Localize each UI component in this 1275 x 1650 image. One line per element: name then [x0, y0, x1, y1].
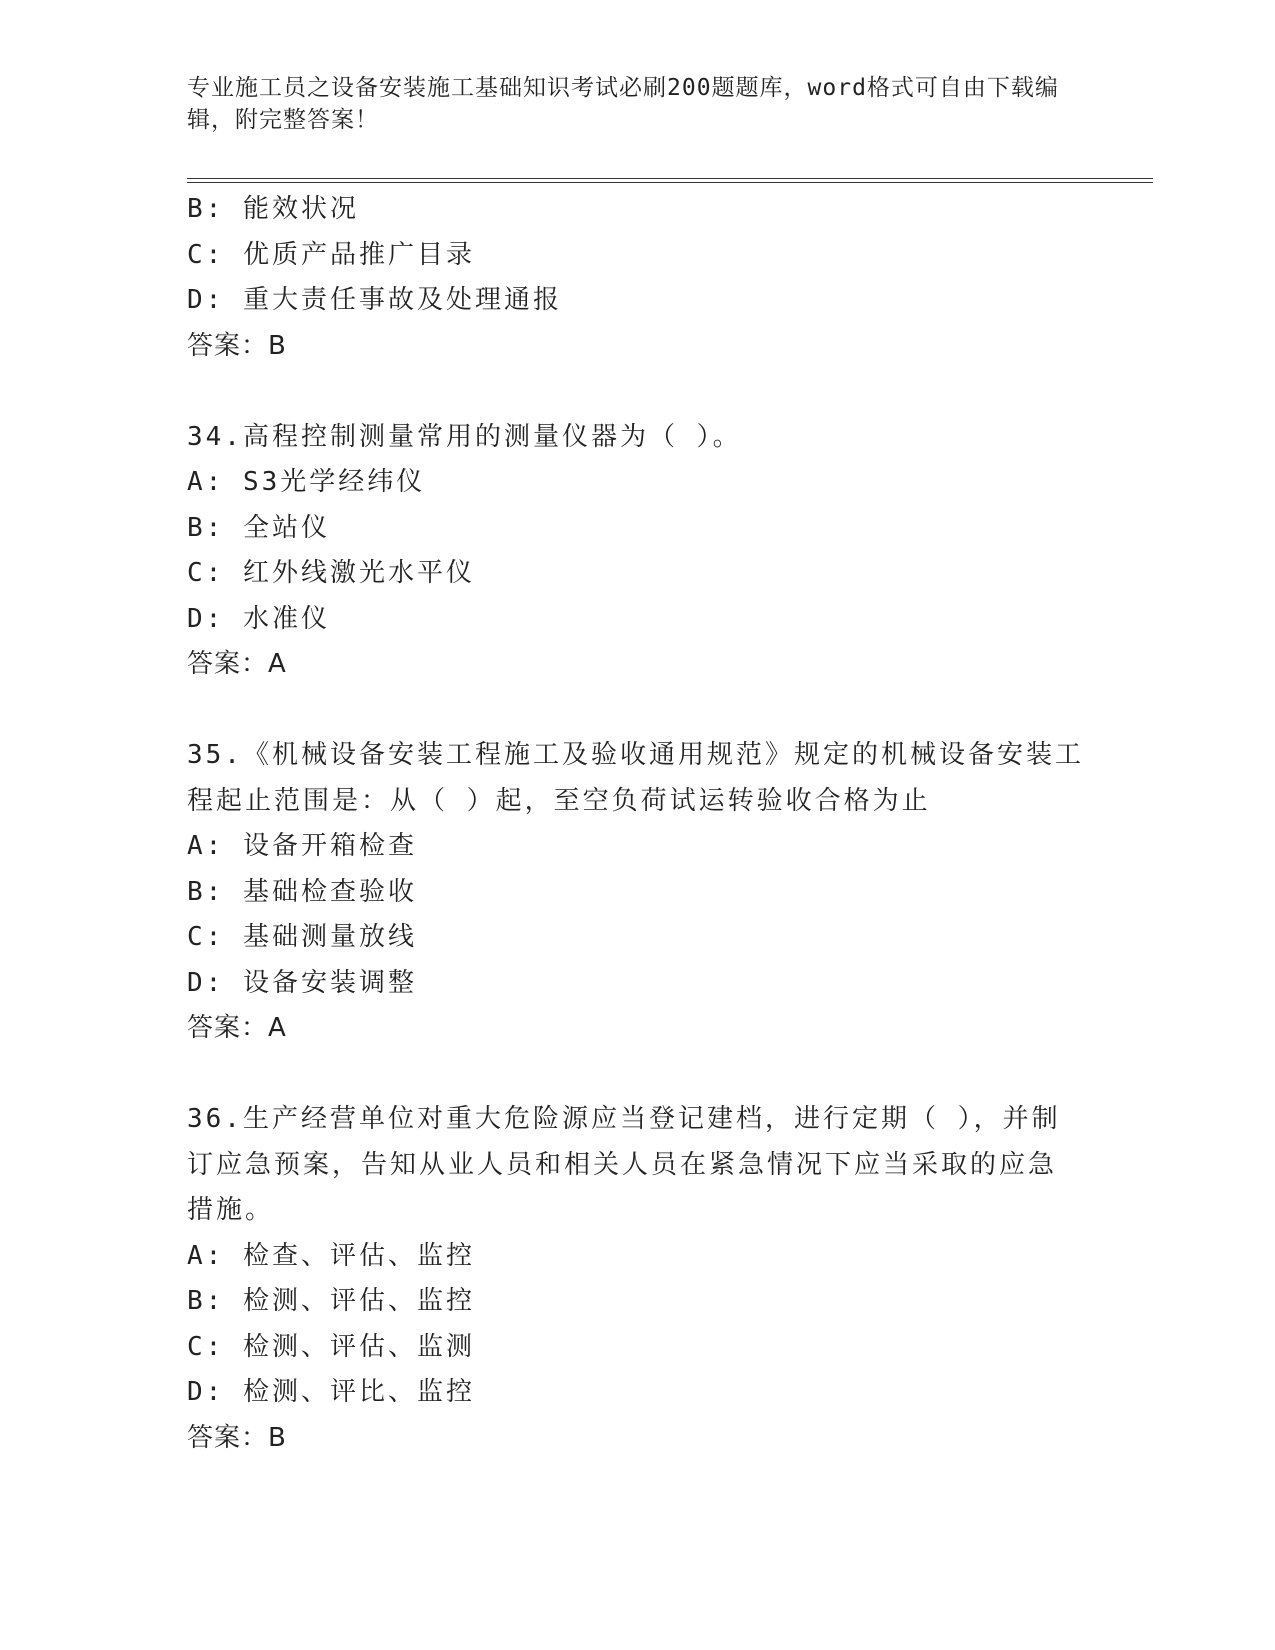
option-c: C: 优质产品推广目录: [187, 239, 475, 270]
option-a: A: 检查、评估、监控: [187, 1240, 475, 1271]
answer-line: 答案：B: [187, 330, 287, 361]
header-divider-top: [187, 178, 1153, 179]
option-b: B: 全站仪: [187, 512, 330, 543]
option-b: B: 检测、评估、监控: [187, 1286, 475, 1316]
question-34: [187, 415, 1087, 688]
option-c: C: 红外线激光水平仪: [187, 558, 475, 588]
question-text: 34.高程控制测量常用的测量仪器为（ ）。: [187, 421, 742, 452]
spacer: [187, 369, 1087, 415]
question-text-line-1: 35.《机械设备安装工程施工及验收通用规范》规定的机械设备安装工: [187, 740, 1084, 770]
previous-question-tail: [187, 187, 1087, 369]
question-35: [187, 733, 1087, 1052]
question-text-line-2: 订应急预案，告知从业人员和相关人员在紧急情况下应当采取的应急: [187, 1149, 1058, 1180]
option-d: D: 设备安装调整: [187, 967, 417, 998]
header-divider-bottom: [187, 182, 1153, 183]
spacer: [187, 688, 1087, 734]
document-body: [187, 187, 1087, 1461]
spacer: [187, 1052, 1087, 1098]
document-header: [187, 72, 1067, 136]
answer-line: 答案：A: [187, 649, 287, 679]
answer-line: 答案：B: [187, 1422, 287, 1453]
option-b: B: 基础检查验收: [187, 876, 417, 907]
answer-line: 答案：A: [187, 1013, 287, 1043]
option-b: B: 能效状况: [187, 194, 359, 224]
question-text-line-2: 程起止范围是：从（ ）起，至空负荷试运转验收合格为止: [187, 785, 931, 816]
option-a: A: S3光学经纬仪: [187, 467, 426, 497]
option-d: D: 重大责任事故及处理通报: [187, 285, 562, 315]
option-c: C: 基础测量放线: [187, 922, 417, 952]
question-36: [187, 1097, 1087, 1461]
question-text-line-3: 措施。: [187, 1195, 275, 1225]
option-c: C: 检测、评估、监测: [187, 1331, 475, 1362]
document-title: 专业施工员之设备安装施工基础知识考试必刷200题题库，word格式可自由下载编辑，附完整答案！: [187, 75, 1059, 133]
option-a: A: 设备开箱检查: [187, 831, 417, 861]
option-d: D: 水准仪: [187, 603, 330, 634]
question-text-line-1: 36.生产经营单位对重大危险源应当登记建档，进行定期（ ），并制: [187, 1104, 1061, 1134]
option-d: D: 检测、评比、监控: [187, 1377, 475, 1407]
